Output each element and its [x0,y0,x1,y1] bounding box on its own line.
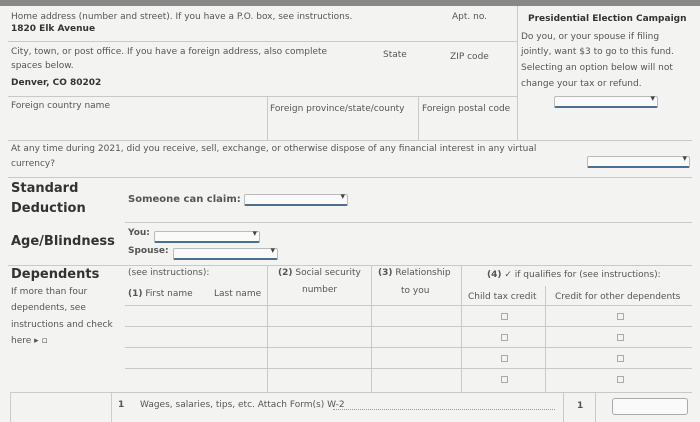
dependents-note: If more than four [11,287,88,297]
foreign-province-label: Foreign province/state/county [270,104,405,114]
other-dependents-checkbox[interactable] [617,313,624,320]
someone-can-claim-label: Someone can claim: [128,194,241,205]
wages-input[interactable] [612,398,688,415]
foreign-country-label: Foreign country name [11,101,110,111]
divider [517,6,518,140]
campaign-text: Do you, or your spouse if filing [521,32,660,42]
campaign-text: jointly, want $3 to go to this fund. [521,47,674,57]
dot-leader [333,402,555,410]
spouse-label: Spouse: [128,246,169,256]
child-tax-credit-checkbox[interactable] [501,355,508,362]
home-address-value[interactable]: 1820 Elk Avenue [11,24,96,34]
divider [8,177,692,178]
dependents-title: Dependents [11,267,100,282]
col3-label-cont: to you [401,286,430,296]
income-side-box [10,392,112,422]
col1-last: Last name [214,289,262,299]
col3-num: (3) [378,268,393,278]
col1-first: First name [145,289,193,299]
standard-deduction-title: Deduction [11,201,86,216]
divider [418,96,419,140]
virtual-currency-dropdown[interactable] [587,156,690,168]
foreign-postal-label: Foreign postal code [422,104,511,114]
city-value[interactable]: Denver, CO 80202 [11,78,102,88]
col3-label: Relationship [395,268,451,278]
virtual-currency-question-cont: currency? [11,159,55,169]
table-row [125,305,692,306]
other-dependents-checkbox[interactable] [617,334,624,341]
divider [267,96,268,140]
col1-num: (1) [128,289,143,299]
dependents-note-checkbox[interactable]: here ▸ ▫ [11,336,48,346]
divider [8,265,692,266]
city-label: City, town, or post office. If you have a foreign address, also complete [11,47,328,57]
home-address-label: Home address (number and street). If you have a P.O. box, see instructions. [11,12,353,22]
state-label: State [383,50,407,60]
table-row [125,326,692,327]
other-dependents-checkbox[interactable] [617,376,624,383]
divider [461,265,462,392]
divider [563,392,564,422]
col2-label: Social security [295,268,361,278]
col4a-label: Child tax credit [468,292,537,302]
top-bar [0,0,700,6]
see-instructions: (see instructions): [128,268,210,278]
zip-label: ZIP code [450,52,489,62]
table-row [125,368,692,369]
divider [125,222,692,223]
col4-label: ✓ if qualifies for (see instructions): [504,270,661,280]
divider [8,41,517,42]
table-row [125,347,692,348]
divider [545,286,546,392]
you-dropdown[interactable] [154,231,260,243]
apt-label: Apt. no. [452,12,488,22]
child-tax-credit-checkbox[interactable] [501,334,508,341]
col2-label-cont: number [302,285,338,295]
campaign-text: change your tax or refund. [521,79,642,89]
campaign-text: Selecting an option below will not [521,63,673,73]
campaign-title: Presidential Election Campaign [528,14,687,24]
city-label-cont: spaces below. [11,61,74,71]
divider [110,392,692,393]
col2-num: (2) [278,268,293,278]
spouse-dropdown[interactable] [173,248,278,260]
someone-can-claim-dropdown[interactable] [244,194,348,206]
divider [371,265,372,392]
line-1-number: 1 [118,400,125,410]
line-1-box-number: 1 [577,401,584,411]
divider [8,96,517,97]
other-dependents-checkbox[interactable] [617,355,624,362]
divider [267,265,268,392]
dependents-note: instructions and check [11,320,113,330]
col4b-label: Credit for other dependents [555,292,681,302]
you-label: You: [128,228,150,238]
standard-deduction-title: Standard [11,181,79,196]
line-1-label: Wages, salaries, tips, etc. Attach Form(s) W-2 [140,400,345,410]
divider [595,392,596,422]
age-blindness-title: Age/Blindness [11,234,115,249]
col4-num: (4) [487,270,502,280]
divider [8,140,692,141]
virtual-currency-question: At any time during 2021, did you receive, sell, exchange, or otherwise dispose of any financial interest in any virtual [11,144,537,154]
child-tax-credit-checkbox[interactable] [501,376,508,383]
dependents-note: dependents, see [11,303,86,313]
child-tax-credit-checkbox[interactable] [501,313,508,320]
campaign-dropdown[interactable] [554,96,658,108]
